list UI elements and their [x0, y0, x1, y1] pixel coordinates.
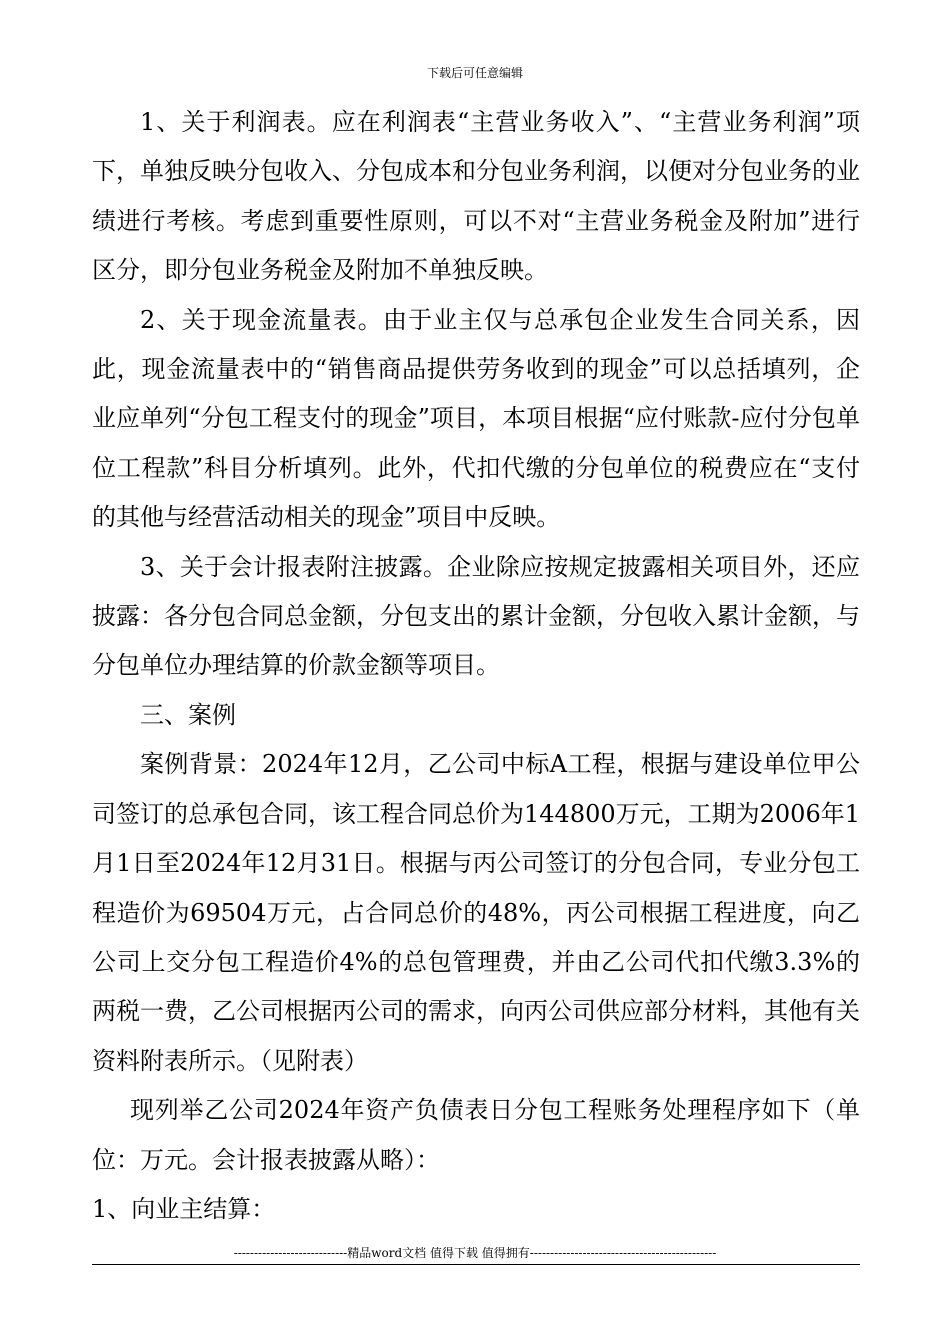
document-body — [92, 98, 860, 1234]
list-item-owner-settlement: 1、向业主结算： — [92, 1194, 276, 1223]
footer-divider — [92, 1264, 860, 1265]
paragraph-income-statement: 1、关于利润表。应在利润表“主营业务收入”、“主营业务利润”项下，单独反映分包收入、分包成本和分包业务利润，以便对分包业务的业绩进行考核。考虑到重要性原则，可以不对“主营业务税金及附加”进行区分，即分包业务税金及附加不单独反映。 — [92, 108, 860, 285]
paragraph-procedure-intro: 现列举乙公司2024年资产负债表日分包工程账务处理程序如下（单位：万元。会计报表披露从略）： — [92, 1096, 860, 1174]
paragraph-cash-flow-statement: 2、关于现金流量表。由于业主仅与总承包企业发生合同关系，因此，现金流量表中的“销售商品提供劳务收到的现金”可以总括填列，企业应单列“分包工程支付的现金”项目，本项目根据“应付账款-应付分包单位工程款”科目分析填列。此外，代扣代缴的分包单位的税费应在“支付的其他与经营活动相关的现金”项目中反映。 — [92, 305, 860, 532]
page-footer: ----------------------------精品word文档 值得下载 值得拥有---------------------------------------------- — [233, 1246, 717, 1260]
paragraph-notes-disclosure: 3、关于会计报表附注披露。企业除应按规定披露相关项目外，还应披露：各分包合同总金额，分包支出的累计金额，分包收入累计金额，与分包单位办理结算的价款金额等项目。 — [92, 552, 860, 680]
paragraph-case-background: 案例背景：2024年12月，乙公司中标A工程，根据与建设单位甲公司签订的总承包合同，该工程合同总价为144800万元，工期为2006年1月1日至2024年12月31日。根据与丙公司签订的分包合同，专业分包工程造价为69504万元，占合同总价的48%，丙公司根据工程进度，向乙公司上交分包工程造价4%的总包管理费，并由乙公司代扣代缴3.3%的两税一费，乙公司根据丙公司的需求，向丙公司供应部分材料，其他有关资料附表所示。（见附表） — [92, 750, 860, 1075]
section-heading-case: 三、案例 — [140, 700, 236, 729]
page-header: 下载后可任意编辑 — [426, 66, 523, 80]
